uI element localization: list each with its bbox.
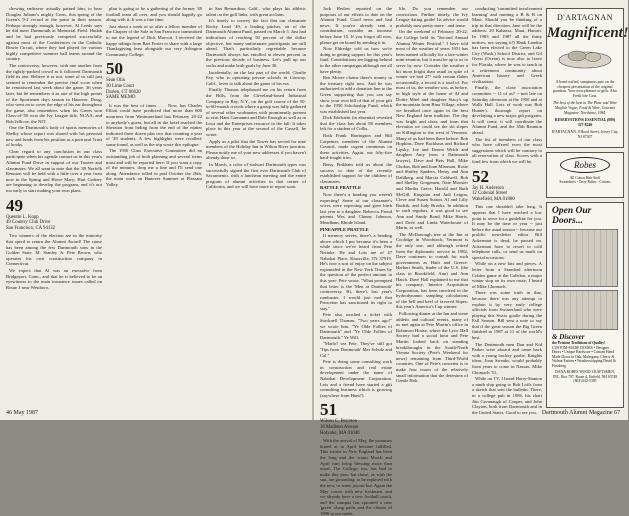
left-column-3 [206,6,306,408]
ad-brand: D'ARTAGNAN [557,13,613,22]
body-paragraph: The list of members of our class who have offered even the most suggestions which will be contrary to all reservation of class. Scores with a fond few from which we will be. [472,136,542,165]
body-paragraph: Two winners of the election are in the minority that opted to return the Alumni Award! The cause has been among the few Dartmouth sons in the Golden State. M. Stanley Jr. Pete Brown, who operates his own construction company in Connecticut. [6,233,102,267]
ad-quote: The best of the best in The Plate and Wine Mayfair Vogue, Food & Wine, Gourmet Magazine. Northeast, 1984. [552,101,617,115]
class-secretary-address: Wilson C. Boynton 18 Madison Avenue Holyoke, MA 01040 [320,419,360,436]
ad-subheadline: & Discover [552,333,585,341]
body-paragraph: Apply as a pilot that the Tower has served for nine members of the Holiday Inn in Wilton River junction. Please notify me of your new addresses if you haven't already done so. [206,138,306,161]
body-paragraph: Pete is doing some consulting work in construction and real estate development under the name of Nabokai Development Corporation. Lois and a friend have started a gift consulting business which is growing (anywhere from Hunt?). [320,359,392,398]
class-secretary-address: Sean Olin 30 Lime Court Darien, CT 06820 SAME MEMO [106,78,141,101]
body-paragraph: This one shouldn't take long. It appears that I have reached a low point to serve for a guideline for you. It may be the time or year -- just before the usual season -- because our prolific newsletter editor Bill Ackerman is dead, he passed on. Ackerman have to resort to cold telephone calls, or send us mails on special occasions. [472,204,542,260]
ad-contact: DANA ROBES WOOD CRAFTSMEN, INC. Box 707, Route 4, Enfield, NH 03748 (603) 632-5385 [552,370,618,383]
body-paragraph: Now Eldredge told us how we're doing in getting support for this year's fund. Contributions are lagging behind in the other campaigns although not all have plenty. [320,46,392,74]
body-paragraph: The McDonough tree at the Inn at Coolidge in Woodstock, Vermont is the only one, and although retired from the diplomatic service in 1982, Dave continues to consult for such governments as Haiti and Greece. Herbert Smith, leader of the U.S. (the class in Brookfield, Ann) and Ann Hatch. Dave Hall explained to me that his company, Interior Acquisition Corporation, has been involved in the hydrodynamic sampling calculations of the bell and keel of favored Stipes: this year's America's Cup winner. [396,231,468,310]
ad-line: Sweatshirts - Terry Robes - Cottons [559,180,611,185]
class-entry-51 [320,401,392,516]
body-paragraph: Finally Thomas telephoned me on his return from the Hills, from the Cleveland-based Industrial Company in Ray, N.Y., on the golf course of the 50-to-60-month crowds where a group was fully gathered of several other workmates with prominently present to visit Hans Gumanmi and Dale Enough as well as in Iowa and the Enterprises resource in the fall. It takes place in this year at the second of the Cassell, he wrote. [206,87,306,138]
body-paragraph: Incidentally, on the last part of the world, Charlie Fay, who is operating private schools in Conway, Calif., loves to talk about the game of his era. [206,69,306,86]
ad-phone: RESERVATIONS ESSENTIAL (800) 327-8246 [554,118,616,127]
left-column-2 [106,6,202,408]
page-folio-right: Dartmouth Alumni Magazine 67 [541,410,620,416]
ad-body: A hand-crafted, sumptuous pate on the cheapest presentation of the original granbras. Your own pleasure or gifts. Also Fresh foie Gras. [552,80,617,98]
body-paragraph: It was the best of times . . . Now, has Charles Elliott could have predicted that more than 600 mourners from Westmoreland last February 20-22 to anybody's guess, but all in the hotel reached the Sheraton from hiding from the end of the matter indicated three dozen plus two that counting a year of '49 students. A few highlights were recalled; some found, as well as the trip wrote this epilogue. [106,102,202,147]
page-folio-left: 46 May 1987 [6,410,38,416]
doors-photo [552,229,618,287]
body-paragraph: With the arrival of May, the promises hinted at in April become fulfilled. This winter in New England has been the long and the warm March and April turn bring blessing more than usual. The College, too, has had to make this year, but those, as with the sun, are grounding, to be replaced with the new, or some joyous but. Again the May comes with new freshmen, and we already have a new football coach, and the campus has sprouted a new 'green' along paths and the classes of 1990 in our midst. [320,438,392,516]
body-paragraph: If memory serves, there's a heading above which I put because it's been a while since we've heard from Pete Nettuke. He and Lois are of 47 Nabokai Place, Knoxville, TN 37919. He's now a sort of enjoy on the subject expounded in the New York Times by the question of the perfect amount in this year: Pete wrote, "What prompted that letter is the 'Men at Dartmouth' controversy. Hi, there's last year's rumbuster. I would just nod that Princeton has sanctioned its right to stay." [320,233,392,311]
body-paragraph: life. Do you remember our convictions. Further timely, the Ivy League dating guide! Its advice would probably now pretty more - and tense. [396,6,468,28]
body-paragraph: in San Bernardino, Calif., who plays his athletic talent on the golf links, with great acclaim. [206,6,306,17]
class-year-number: 50 [106,59,123,79]
ad-list: CUSTOM-MADE DOORS • Designer Doors • Unique Hardware • Custom Hand Made Doors in Oak, Mahogany, Cherry & Walnut Entries • Weatherstripping Detail & Finishing [552,345,617,368]
body-paragraph: We expect that Al was an executive from Bridgeport, Conn., and that he is believed to be an eyewitness to the main insurance issues called on Route 1 near Westboro. [6,267,102,290]
ad-line: All Cotton Hair Stuff [569,176,601,180]
class-entry-49 [6,197,102,291]
right-page [314,0,629,516]
body-paragraph: chewing endeavor actually pained him, to hear Douglas Juliano's mighty Cross, this spring of the Green's 9-2 record at the point in their season. Perhaps strongly enough, however, Al Leeds says he did meet Dartmouth at Memorial Field. Hudak and he had previously competed successfully against most of the Conferences in the Catholic Bowie Circuit, where they had played for various highly competitive summer ball teams around the country. [6,6,102,62]
ad-headline: Open Our Doors... [552,206,592,226]
left-page [0,0,312,420]
body-paragraph: conducting 'committed involvement learning' and running a B & B on Maui. Should you be thinking of a trip in that direction, Jane will be the address: 20 Kahaesa, Maui, Hawaii. In 1983 and 1987 all the thirty notices, not saying it!) Hank Landon has been elected to the Green Lake City (Wash.) School District, and Gil Ovest (Ocean) is now also to leave for Florida, where he was to teach in a retirement community about American history and Greek civilization. [472,6,542,84]
right-column-3 [472,6,542,415]
ad-subhead: the Pristine Traditions of Quality! [552,341,606,345]
body-paragraph: The 1950 Class Executive Committee did an outstanding job of both planning and several items must and will be reported here. If you want a copy of the minutes, drop me a line and I'll send one along. Attendance rolled in past October the 26th, the main work on Hanover Summer at Pleasant Valley. [106,148,202,188]
class-secretary-address: Jay H. Anderson 12 Colonial Street Wakefield, MA 01880 [472,185,515,202]
class-year-number: 49 [6,195,23,215]
doors-ad[interactable] [546,202,624,408]
interior-photo [552,290,618,330]
body-paragraph: Clear regard to any conclusion in our class participate when his agenda contact us in this year's Alumni Fund Drive in support of our Trustee and classmates. We all want to note that the '49 Norfolk Reunion will be held with a little over a year from now in the Spring and Howe Mary; Hart Godney are beginning to develop the program, and it's not too early to start making your own plans. [6,148,102,193]
body-paragraph: The controversy, however, with one another from the tightly-packed crowd as it followed Dartmouth field its one. Believe it or not, some of us still just seemed to remember the precise final score when he reminisced last week about the game. 36 years later, but he remembers it as one of the high points of the Sportsmen days season in Hanover. Doug, who went on to cover the edge of his ear throughout the game, also remembers when his Green won Class-of-'50 won the Ivy League title, NCAA, and Bob Jellicoe, the NIT. [6,62,102,124]
body-paragraph: One the Dartmouth's body of sports memories of Shelby whose report was shared with his personal new and funds from his position as a portrayal Trust of books. [6,125,102,148]
class-secretary-address: Quentin L. Kopp 49 Country Club Drive San Francisco, CA 94132 [6,214,56,231]
class-entry-52 [472,168,542,290]
left-column-1 [6,6,102,408]
body-paragraph: The Dartmouth men Dan and Kid Parker were aboard and came back with a young hockey goalie, Knights ideas, Joan Sweaks, would probably from years to come in Nassau. Mike Chomach '51. [472,341,542,375]
body-paragraph: Ben Moore claims there's money in the treasury right now. And he was authorized to add a donation line to the Green supporting that you can say show your own bill of that of your gift to the 1950 Scholarship Fund, which was established last year. [320,75,392,114]
right-column-2 [396,6,468,408]
class-year-number: 51 [320,400,337,420]
body-paragraph: Just about a week or so after a fellow member of the Chapter of the Sale in San Francisco transmitted to me the legend of Dick Marcott, I received the happy tidings from Bart Foster to share with a large Thanksgiving feast alongside our very Arlington Community College. [106,23,202,57]
body-paragraph: Finally, the close association committee -- 11 of us? -- met late on Saturday afternoon at the 1950 and at Walls Hall. Lots of work was Bob Hunter's thorough report on developing a new major gift program. It will come, it will coordinate the Alumni Fund, and the 35th Reunion ahead. [472,85,542,136]
body-paragraph: Betsy Pinkham told us about the success to date of the recently established support for the children of classmates. [320,162,392,184]
body-paragraph: Dick Edelstein (in absentia) revealed that the class has about 80 members left for a student of Collis. [320,115,392,132]
body-paragraph: In March, a color of stalwart Dartmouth types was successfully signed the first ever Dartmouth Club of Sacramento, with a luncheon meeting and the entire program of alumni activities in that corner of California, and we will have more to report soon. [206,162,306,190]
right-column-1 [320,6,392,516]
body-paragraph: Jack Herlow reported on the purposes of our efforts to date on the Alumni Fund. Good news and bad news: If you've already sent a contribution, consider an increase before June 15. If you forgot till now, please get on board by sending it in. [320,6,392,45]
dartagnan-ad[interactable] [546,8,629,148]
body-paragraph: "Marlo? sez Pete. They've still got 'Tips from Dartmouth' Mer Schulz and Cal " [320,341,392,358]
ad-tagline: Magnificent! [547,25,629,41]
robes-ad[interactable] [546,152,624,198]
body-paragraph: Following dinner at the Inn and some athletic and cultural events, many of us met again at Pete Martin's office in Robinson House, where the Lyric Hall Society had a social hour and Pete Martin looked back on standing breakthroughs in the South-North Vienna Society (Pete's Weekend for news) remaining from Third-World countries. One of Pete's concerns is to make four issues of the relatively small information that the detention of Gentle Holt. [396,311,468,384]
body-paragraph: Both Frank Harrington and Bill Carpenter, members of the Alumni Council, made cogent comments on these activities. Again, our fifty-five hard-fought tries. [320,133,392,161]
body-paragraph: While on TV, I heard Harry-Stanton a ninth ship going to Bob Loffs from a sketch that sent the bulletin. There, in a college pub in 1986, his chart Jim Cavanaugh of Cooper, and John Clayton, both from Dartmouth and in the United States. Good to see you. [472,376,542,415]
class-entry-50 [106,60,202,187]
robes-logo: Robes [560,157,610,173]
food-illustration [547,42,623,72]
ad-address: D'ARTAGNAN, 9 Hood Street, Jersey City, NJ 07307 [551,130,619,139]
body-paragraph: It's timely to convey the fact that our classmate Rocky Lead '49, a leading pitcher, on of the Dartmouth Alumni Fund, passed on March 5. Just had indications of reaching 50 percent of the dollar objective, but many unfortunate participants are still ahead. That's particularly regrettable because Dartmouth always has enrolled at eleven percent in the previous decade of business. Let's pull up our socks and make both goals by June 30. [206,18,306,68]
section-heading: PINEAPPLE PRATTLE [320,226,369,232]
class-year-number: 52 [472,166,489,186]
body-paragraph: Now there's a heading you weren't expecting! Some of our classmate's wives were expecting and gave birth last year to a daughter. Rebecca. Proud parents Wes and Chinny Johnson, Mendham, Rhode Island. [320,192,392,225]
section-heading: RATTLE PRATTLE [320,185,362,191]
body-paragraph: plan is going to be a gathering of the former '49 football team all over, and you should happily go along with it. It was a fine time. [106,6,202,23]
body-paragraph: Pete also touched a ticket with Stocknell Thomas. "Two years ago!" we wrote him. "Ye Olde Follies of Dartmouth" and "Ye Olde Follies of Dartmouth." Ye Will. [320,312,392,340]
body-paragraph: On the weekend of February 20-22, the College held its "Second Annual Alumni Winter Festival." I have told most of the weather of years 1951 has been named officially for a late-winter mini-reunion, but it must be up to us to serve by now. Consider the weather a bit more bright than usual in spite of winter we had 27° with certain flakes occasionally, a record is a total of. For most of us, the weather was, as before, in high style at the home of Al and Dottie Mitel and daughter Stacy's up the mountain from Bina Village, where we breathed once again in the best New England farm tradition. The day was bright and clear, and form that elevation we could see the ski slopes on Killington to the west of Vermont. Many of us had been there before: Bob Hopkins, Dave Backhaus and Richard Lipsky, Joe and Donna Welch and daughter Amy (now a Dartmouth lawyer), Dave and Bets Hall, Mike Chokas, Bob and Joan Missman, Rosie and Shirley Sanders, Henry and Ann Dahlberg, and Marcia Caldwell, Bob and Shelley Gorgemen, Nate Mooster and Martha Grace, Harold and Ruth McGill, Kingston and Judi Leigon, Cleve and Susan Sutton, Al and Lilly Budzik, and Judy Brooks. In addition to such regulars, it was good to see Ann and Sandy Bond, Mike Harris, and Dave and Linda Waterhouse of Marin, as well. [396,29,468,231]
body-paragraph: While on a new bits and pieces. A letter from a Standard afternoon Cobleo game at the Caledon, a major winter stop on its own route, I heard of Mike Chomach. [472,261,542,289]
body-paragraph: There was some truth in that, because there was any attempt to explain it by very early college officials from Switzerland who were playing this Swiss goalie during the Fall Season. Bill sent a note to say that if the great season the Big Green finished in 1987 at 11 of the world's best. [472,290,542,341]
